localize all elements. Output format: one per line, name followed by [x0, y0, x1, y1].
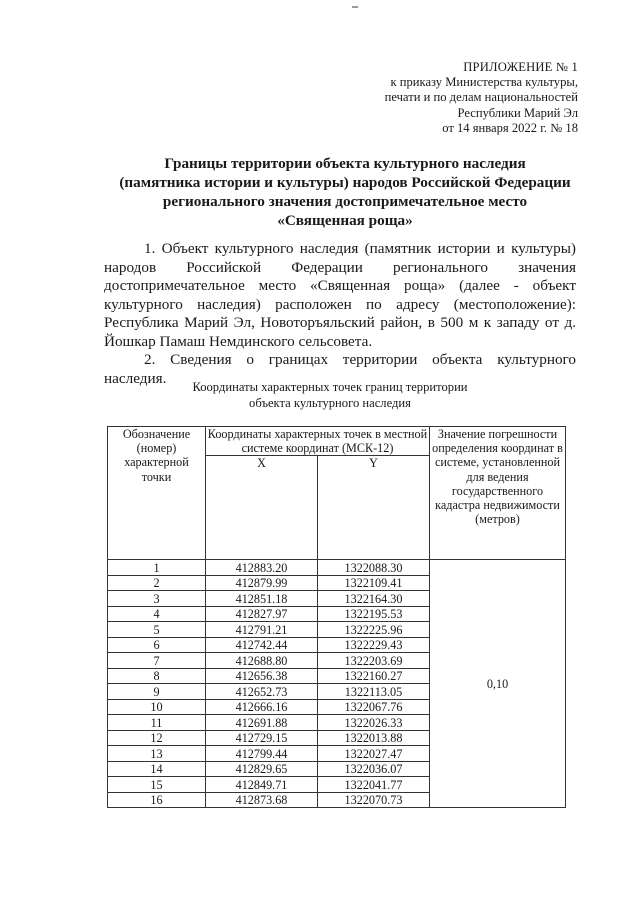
paragraph-1: 1. Объект культурного наследия (памятник истории и культуры) народов Российской Федерации регионального значения достопримечательное место «Священная роща» (далее - объект культурного наследия) расположен по адресу (местоположение): Республика Марий Эл, Новоторъяльский район, в 500 м к западу от д. Йошкар Памаш Немдинского сельсовета.	[104, 240, 576, 350]
coord-x: 412666.16	[206, 699, 318, 715]
paragraph-2: 2. Сведения о границах территории объекта культурного наследия.	[104, 351, 576, 387]
coord-x: 412827.97	[206, 606, 318, 622]
coord-y: 1322088.30	[318, 560, 430, 576]
coord-x: 412742.44	[206, 637, 318, 653]
coord-x: 412829.65	[206, 761, 318, 777]
point-number: 12	[108, 730, 206, 746]
appendix-header	[385, 60, 578, 136]
caption-line-2: объекта культурного наследия	[249, 395, 411, 410]
point-number: 5	[108, 622, 206, 638]
coord-y: 1322203.69	[318, 653, 430, 669]
coord-y: 1322041.77	[318, 777, 430, 793]
point-number: 8	[108, 668, 206, 684]
appendix-line: к приказу Министерства культуры,	[390, 75, 578, 90]
header-coordinates: Координаты характерных точек в местной системе координат (МСК-12)	[206, 427, 430, 456]
coord-y: 1322225.96	[318, 622, 430, 638]
coord-y: 1322013.88	[318, 730, 430, 746]
title-line: регионального значения достопримечательное место	[162, 193, 528, 210]
scan-mark	[352, 6, 358, 8]
title-line: «Священная роща»	[277, 212, 413, 229]
coord-x: 412691.88	[206, 715, 318, 731]
coord-x: 412851.18	[206, 591, 318, 607]
point-number: 7	[108, 653, 206, 669]
point-number: 3	[108, 591, 206, 607]
coord-y: 1322070.73	[318, 792, 430, 808]
point-number: 10	[108, 699, 206, 715]
coord-x: 412799.44	[206, 746, 318, 762]
coord-y: 1322109.41	[318, 575, 430, 591]
coord-y: 1322036.07	[318, 761, 430, 777]
document-title	[90, 154, 600, 230]
coord-y: 1322026.33	[318, 715, 430, 731]
body-text	[104, 240, 576, 388]
point-number: 11	[108, 715, 206, 731]
appendix-line: Республики Марий Эл	[457, 105, 578, 120]
header-y: Y	[318, 456, 430, 560]
coord-y: 1322160.27	[318, 668, 430, 684]
coord-x: 412688.80	[206, 653, 318, 669]
point-number: 6	[108, 637, 206, 653]
coord-y: 1322229.43	[318, 637, 430, 653]
header-x: X	[206, 456, 318, 560]
coord-x: 412873.68	[206, 792, 318, 808]
point-number: 16	[108, 792, 206, 808]
point-number: 1	[108, 560, 206, 576]
coord-x: 412729.15	[206, 730, 318, 746]
header-point: Обозначение (номер) характерной точки	[108, 427, 206, 560]
point-number: 14	[108, 761, 206, 777]
point-number: 4	[108, 606, 206, 622]
point-number: 13	[108, 746, 206, 762]
error-value: 0,10	[430, 560, 566, 808]
coordinates-table	[107, 426, 566, 808]
coord-y: 1322195.53	[318, 606, 430, 622]
point-number: 2	[108, 575, 206, 591]
title-line: Границы территории объекта культурного наследия	[164, 155, 526, 172]
appendix-title: ПРИЛОЖЕНИЕ № 1	[463, 60, 578, 74]
coordinates-body	[108, 560, 566, 808]
appendix-line: от 14 января 2022 г. № 18	[442, 120, 578, 135]
coord-x: 412849.71	[206, 777, 318, 793]
header-error: Значение погрешности определения координат в системе, установленной для ведения государственного кадастра недвижимости (метров)	[430, 427, 566, 560]
coord-x: 412879.99	[206, 575, 318, 591]
appendix-line: печати и по делам национальностей	[384, 90, 578, 105]
table-caption	[150, 380, 510, 411]
coord-y: 1322027.47	[318, 746, 430, 762]
coord-y: 1322067.76	[318, 699, 430, 715]
point-number: 9	[108, 684, 206, 700]
caption-line-1: Координаты характерных точек границ территории	[192, 380, 468, 394]
title-line: (памятника истории и культуры) народов Российской Федерации	[119, 174, 571, 191]
coord-x: 412652.73	[206, 684, 318, 700]
coord-y: 1322164.30	[318, 591, 430, 607]
point-number: 15	[108, 777, 206, 793]
coord-x: 412656.38	[206, 668, 318, 684]
coord-x: 412791.21	[206, 622, 318, 638]
table-row	[108, 560, 566, 576]
coord-y: 1322113.05	[318, 684, 430, 700]
coord-x: 412883.20	[206, 560, 318, 576]
